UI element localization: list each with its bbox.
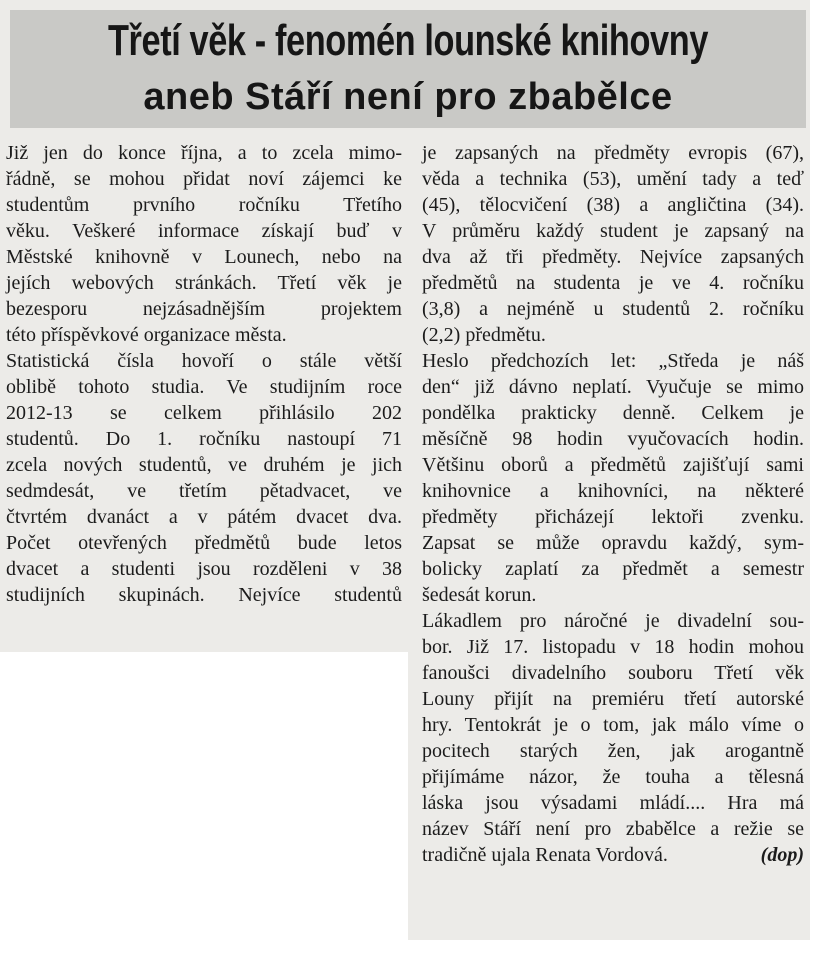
text-line: (2,2) předmětu. [422, 324, 546, 346]
article-title: Třetí věk - fenomén lounské knihovny [107, 16, 709, 65]
text-line: měsíčně 98 hodin vyučovacích hodin. [422, 428, 804, 450]
text-line: studijních skupinách. Nejvíce studentů [6, 584, 402, 606]
text-line: Statistická čísla hovoří o stále větší [6, 350, 402, 372]
text-line: studentům prvního ročníku Třetího [6, 194, 402, 216]
text-line: Městské knihovně v Lounech, nebo na [6, 246, 402, 268]
text-line: je zapsaných na předměty evropis (67), [422, 142, 804, 164]
text-line: věda a technika (53), umění tady a teď [422, 168, 804, 190]
blank-area [0, 652, 408, 958]
text-line: láska jsou výsadami mládí.... Hra má [422, 792, 804, 814]
text-line: sedmdesát, ve třetím pětadvacet, ve [6, 480, 402, 502]
text-line: bor. Již 17. listopadu v 18 hodin mohou [422, 636, 804, 658]
text-line: název Stáří není pro zbabělce a režie se [422, 818, 804, 840]
text-line: šedesát korun. [422, 584, 537, 606]
headline-box [10, 10, 806, 128]
left-column [6, 140, 402, 608]
text-line: zcela nových studentů, ve druhém je jich [6, 454, 402, 476]
right-column [422, 140, 804, 868]
text-line: knihovnice a knihovníci, na některé [422, 480, 804, 502]
text-line: Heslo předchozích let: „Středa je náš [422, 350, 804, 372]
text-line: V průměru každý student je zapsaný na [422, 220, 804, 242]
text-line: přijímáme názor, že touha a tělesná [422, 766, 804, 788]
text-line: předmětů na studenta je ve 4. ročníku [422, 272, 804, 294]
text-line: jejích webových stránkách. Třetí věk je [6, 272, 402, 294]
text-line: Louny přijít na premiéru třetí autorské [422, 688, 804, 710]
text-line: čtvrtém dvanáct a v pátém dvacet dva. [6, 506, 402, 528]
author-signature: (dop) [760, 844, 804, 866]
text-line: (45), tělocvičení (38) a angličtina (34). [422, 194, 804, 216]
text-line: hry. Tentokrát je o tom, jak málo víme o [422, 714, 804, 736]
text-line-final [422, 842, 804, 868]
text-line: pocitech starých žen, jak arogantně [422, 740, 804, 762]
text-line: bezesporu nejzásadnějším projektem [6, 298, 402, 320]
text-line: věku. Veškeré informace získají buď v [6, 220, 402, 242]
text-line: dva až tři předměty. Nejvíce zapsaných [422, 246, 804, 268]
text-line: pondělka prakticky denně. Celkem je [422, 402, 804, 424]
text-line: fanoušci divadelního souboru Třetí věk [422, 662, 804, 684]
text-line: studentů. Do 1. ročníku nastoupí 71 [6, 428, 402, 450]
text-line: Počet otevřených předmětů bude letos [6, 532, 402, 554]
text-line: řádně, se mohou přidat noví zájemci ke [6, 168, 402, 190]
text-line: 2012-13 se celkem přihlásilo 202 [6, 402, 402, 424]
text-line: Lákadlem pro náročné je divadelní sou- [422, 610, 804, 632]
text-line: dvacet a studenti jsou rozděleni v 38 [6, 558, 402, 580]
article-subtitle: aneb Stáří není pro zbabělce [143, 76, 673, 118]
text-line: Většinu oborů a předmětů zajišťují sami [422, 454, 804, 476]
text-line: tradičně ujala Renata Vordová. [422, 844, 668, 866]
text-line: bolicky zaplatí za předmět a semestr [422, 558, 804, 580]
text-line: této příspěvkové organizace města. [6, 324, 287, 346]
text-line: den“ již dávno neplatí. Vyučuje se mimo [422, 376, 804, 398]
text-line: Zapsat se může opravdu každý, sym- [422, 532, 804, 554]
text-line: (3,8) a nejméně u studentů 2. ročníku [422, 298, 804, 320]
text-line: Již jen do konce října, a to zcela mimo- [6, 142, 402, 164]
text-line: oblibě tohoto studia. Ve studijním roce [6, 376, 402, 398]
text-line: předměty přicházejí lektoři zvenku. [422, 506, 804, 528]
